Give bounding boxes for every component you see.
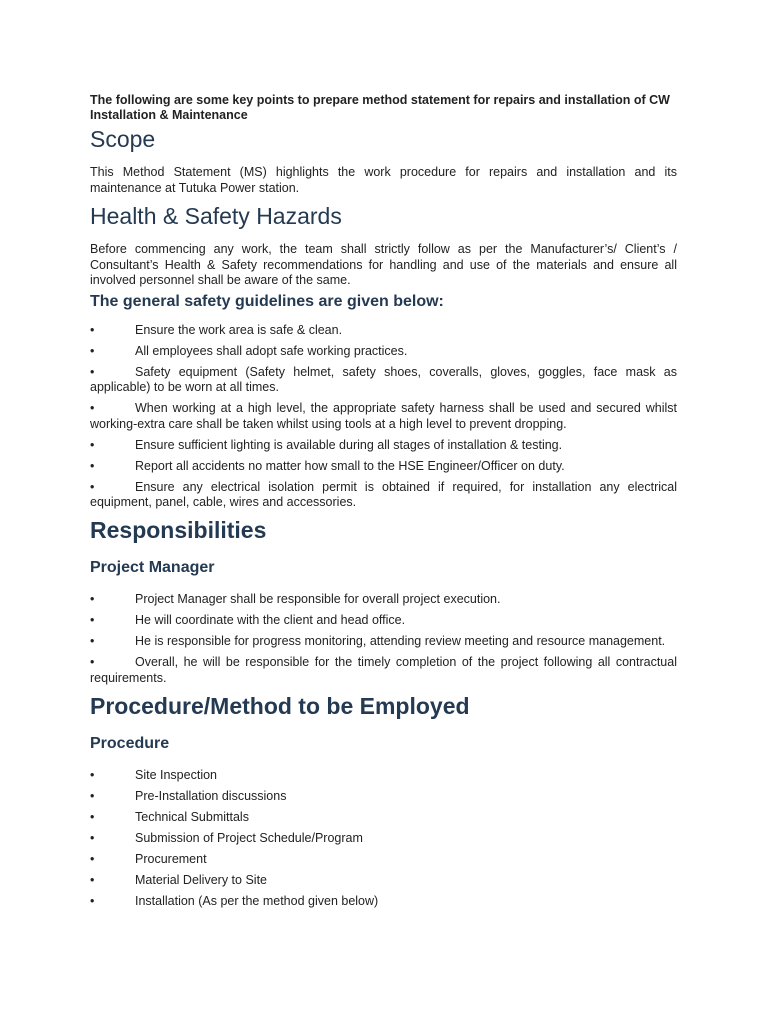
bullet-icon: • xyxy=(90,830,95,845)
list-item: • Technical Submittals xyxy=(90,809,249,824)
bullet-icon: • xyxy=(90,613,95,627)
list-item: • Procurement xyxy=(90,851,207,866)
bullet-icon: • xyxy=(90,851,95,866)
project-manager-subheading: Project Manager xyxy=(90,559,215,576)
bullet-icon: • xyxy=(90,401,95,415)
list-item: • He is responsible for progress monitoring, attending review meeting and resource management. xyxy=(90,634,666,648)
document-page xyxy=(90,93,677,915)
bullet-icon: • xyxy=(90,592,95,606)
list-item: • Project Manager shall be responsible for overall project execution. xyxy=(90,592,501,606)
bullet-icon: • xyxy=(90,634,95,648)
list-item: • Installation (As per the method given below) xyxy=(90,893,379,908)
bullet-icon: • xyxy=(90,479,95,494)
bullet-icon: • xyxy=(90,809,95,824)
procedure-list xyxy=(90,768,677,910)
scope-heading: Scope xyxy=(90,126,156,152)
responsibilities-heading: Responsibilities xyxy=(90,517,267,543)
intro-text: The following are some key points to prepare method statement for repairs and installation of CW Installation & Maintenance xyxy=(90,93,670,122)
list-item: • Site Inspection xyxy=(90,767,217,782)
list-item: • Overall, he will be responsible for the timely completion of the project following all contractual requirements. xyxy=(90,655,677,685)
bullet-icon: • xyxy=(90,322,95,337)
bullet-icon: • xyxy=(90,788,95,803)
procedure-heading: Procedure/Method to be Employed xyxy=(90,692,470,719)
bullet-icon: • xyxy=(90,364,95,379)
health-safety-text: Before commencing any work, the team shall strictly follow as per the Manufacturer’s/ Client’s / Consultant’s Health & Safety recommendations for handling and use of the materials and ensure all involved personnel shall be aware of the same. xyxy=(90,242,677,287)
safety-guidelines-subheading: The general safety guidelines are given below: xyxy=(90,292,444,310)
safety-guidelines-list xyxy=(90,323,677,511)
bullet-icon: • xyxy=(90,343,95,358)
list-item: • Ensure sufficient lighting is available during all stages of installation & testing. xyxy=(90,437,563,452)
health-safety-heading: Health & Safety Hazards xyxy=(90,203,342,229)
list-item: • Ensure any electrical isolation permit is obtained if required, for installation any electrical equipment, panel, cable, wires and accessories. xyxy=(90,479,677,509)
responsibilities-list xyxy=(90,592,677,686)
bullet-icon: • xyxy=(90,767,95,782)
list-item: • Material Delivery to Site xyxy=(90,872,267,887)
scope-text: This Method Statement (MS) highlights the work procedure for repairs and installation and its maintenance at Tutuka Power station. xyxy=(90,165,677,195)
list-item: • Submission of Project Schedule/Program xyxy=(90,830,363,845)
bullet-icon: • xyxy=(90,893,95,908)
bullet-icon: • xyxy=(90,458,95,473)
list-item: • All employees shall adopt safe working practices. xyxy=(90,343,408,358)
procedure-subheading: Procedure xyxy=(90,734,170,752)
bullet-icon: • xyxy=(90,655,95,669)
list-item: • Ensure the work area is safe & clean. xyxy=(90,322,343,337)
list-item: • When working at a high level, the appropriate safety harness shall be used and secured whilst working-extra care shall be taken whilst using tools at a high level to prevent dropping. xyxy=(90,401,677,431)
bullet-icon: • xyxy=(90,872,95,887)
list-item: • Pre-Installation discussions xyxy=(90,788,287,803)
list-item: • Report all accidents no matter how small to the HSE Engineer/Officer on duty. xyxy=(90,458,565,473)
list-item: • He will coordinate with the client and head office. xyxy=(90,613,406,627)
bullet-icon: • xyxy=(90,437,95,452)
list-item: • Safety equipment (Safety helmet, safety shoes, coveralls, gloves, goggles, face mask as applicable) to be worn at all times. xyxy=(90,364,677,394)
